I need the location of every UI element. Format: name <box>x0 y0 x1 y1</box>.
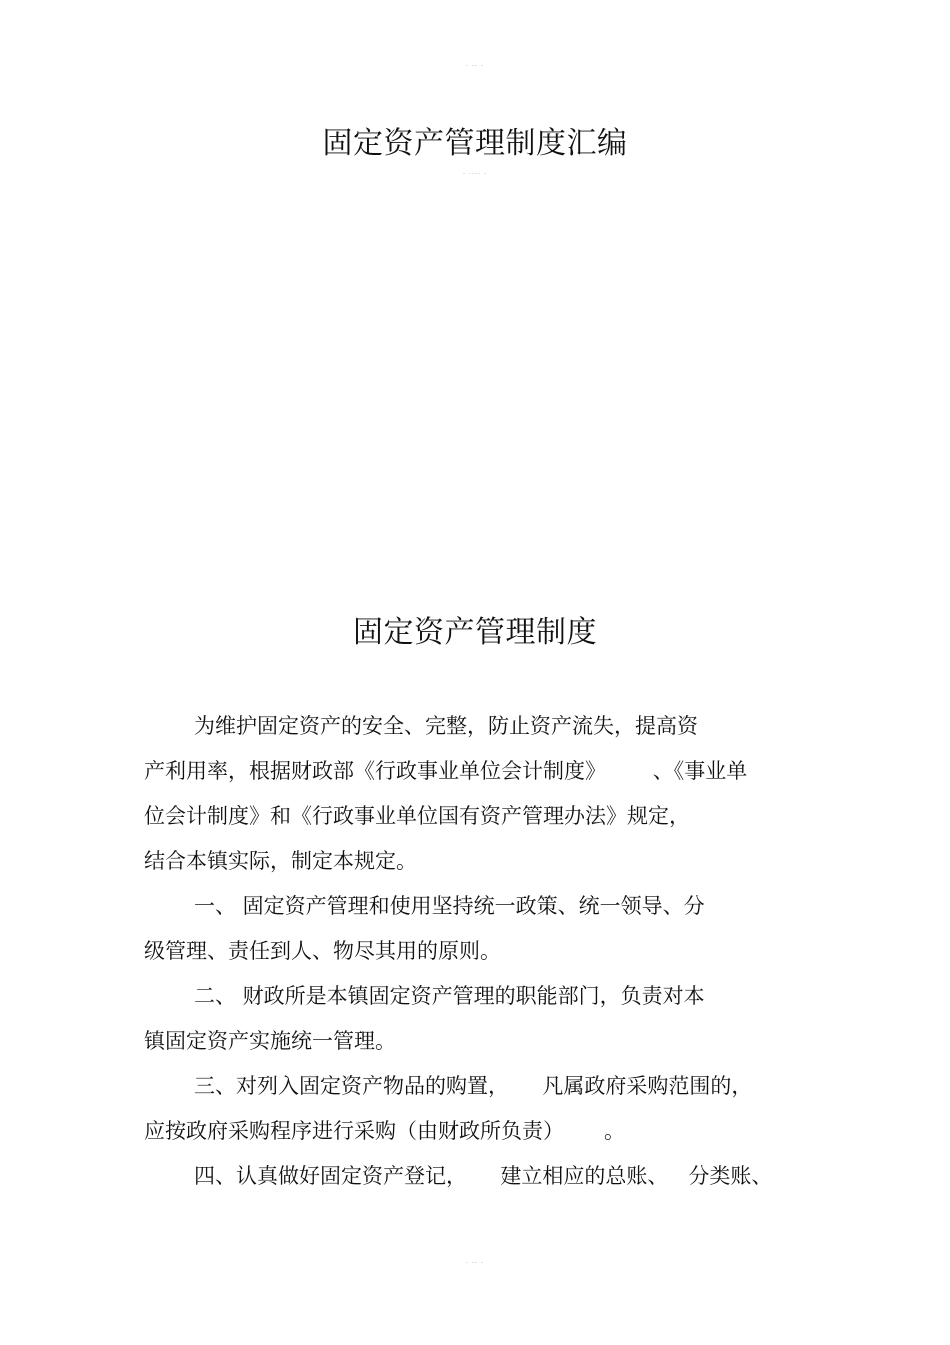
paragraph-line: 级管理、责任到人、物尽其用的原则。 <box>144 939 501 963</box>
paragraph-line: 产利用率，根据财政部《行政事业单位会计制度》 、《事业单 <box>144 759 748 783</box>
paragraph-line: 二、 财政所是本镇固定资产管理的职能部门，负责对本 <box>194 984 705 1008</box>
paragraph-line: 三、对列入固定资产物品的购置， 凡属政府采购范围的， <box>194 1074 753 1098</box>
title-underline-mark: - ---- - <box>463 170 487 177</box>
paragraph-line: 应按政府采购程序进行采购（由财政所负责） 。 <box>144 1119 626 1143</box>
document-title: 固定资产管理制度汇编 <box>322 126 628 161</box>
section-title: 固定资产管理制度 <box>353 615 597 650</box>
paragraph-line: 位会计制度》和《行政事业单位国有资产管理办法》规定， <box>144 804 690 828</box>
paragraph-line: 结合本镇实际，制定本规定。 <box>144 849 417 873</box>
bottom-page-mark: - -- - <box>466 1259 484 1266</box>
paragraph-line: 一、 固定资产管理和使用坚持统一政策、统一领导、分 <box>194 894 705 918</box>
paragraph-line: 为维护固定资产的安全、完整，防止资产流失，提高资 <box>194 714 698 738</box>
paragraph-line: 镇固定资产实施统一管理。 <box>144 1029 396 1053</box>
paragraph-line: 四、认真做好固定资产登记， 建立相应的总账、 分类账、 <box>194 1164 773 1188</box>
top-page-mark: - -- - <box>466 62 484 69</box>
